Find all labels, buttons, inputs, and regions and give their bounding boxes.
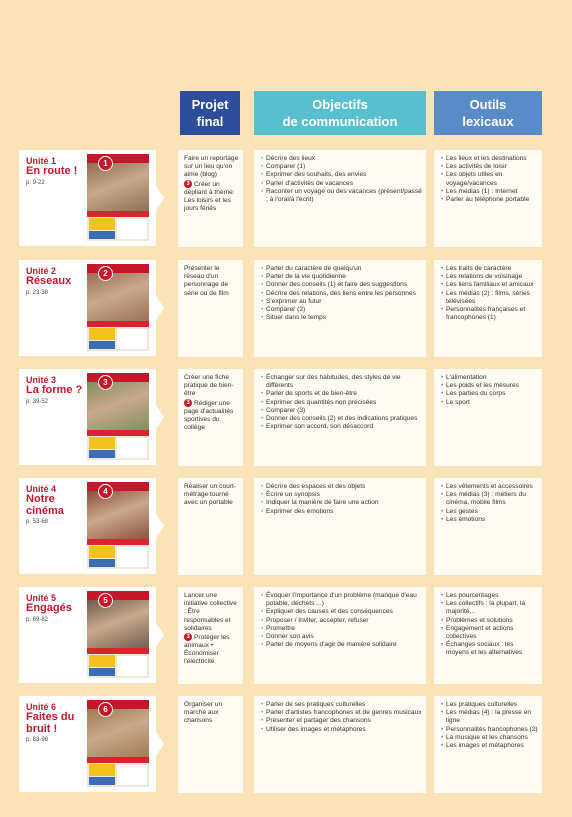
objectifs-cell [254,478,426,575]
objectifs-cell [254,369,426,466]
projet-text: Organiser un marché aux chansons [184,701,223,725]
option-flag-icon: 3 [184,633,192,641]
outil-item: • Les parties du corps [441,390,538,398]
projet-final-cell [178,369,243,466]
unit-pages: p. 39-52 [26,398,49,405]
outil-item: • Le sport [441,399,538,407]
projet-extra [184,633,240,667]
unit-number: Unité 6 [26,702,57,712]
objectif-item: • Présenter et partager des chansons [261,717,422,725]
cover-box-yellow [89,218,115,230]
unit-pages: p. 23-38 [26,289,49,296]
objectif-item: • Situer dans le temps [261,314,422,322]
objectif-item: • Utiliser des images et métaphores [261,726,422,734]
objectifs-list [261,155,422,204]
cover-top-bar [87,154,149,163]
projet-final-cell [178,260,243,357]
objectifs-list [261,374,422,431]
objectif-item: • Comparer (1) [261,163,422,171]
cover-box-blue [89,777,115,785]
outil-item: • Les objets utiles en voyage/vacances [441,171,538,187]
outil-item: • La musique et les chansons [441,734,538,742]
unit-card[interactable] [19,150,156,246]
cover-box-white [117,329,147,349]
outil-item: • Les émotions [441,516,538,524]
unit-title: Réseaux [26,275,72,287]
cover-box-yellow [89,328,115,340]
projet-text: Lancer une initiative collective : Être responsables et solidaires [184,592,237,632]
outil-item: • Les poids et les mesures [441,382,538,390]
outil-item: • Les médias (3) : métiers du cinéma, mobile films [441,491,538,507]
outil-item: • Problèmes et solutions [441,617,538,625]
unit-label [26,375,86,405]
outils-list [441,483,538,524]
cover-box-white [117,219,147,239]
outils-list [441,592,538,658]
objectif-item: • Proposer / Inviter, accepter, refuser [261,617,422,625]
unit-title: La forme ? [26,384,83,396]
unit-label [26,593,86,623]
projet-final-cell [178,150,243,247]
objectif-item: • Exprimer des émotions [261,508,422,516]
cover-box-white [117,547,147,567]
outil-item: • Les images et métaphores [441,742,538,750]
cover-box-yellow [89,437,115,449]
cover-box-blue [89,559,115,567]
cover-box-blue [89,341,115,349]
outil-item: • Les traits de caractère [441,265,538,273]
objectifs-cell [254,587,426,684]
unit-card[interactable] [19,260,156,356]
outils-cell [434,478,542,575]
outils-cell [434,696,542,793]
objectifs-list [261,483,422,516]
outil-item: • Échanges sociaux : les moyens et les alternatives [441,641,538,657]
cover-top-bar [87,264,149,273]
objectif-item: • Échanger sur des habitudes, des styles de vie différents [261,374,422,390]
header-outils-lexicaux: Outils lexicaux [434,91,542,135]
unit-number: Unité 1 [26,156,57,166]
cover-box-blue [89,231,115,239]
unit-cover-thumbnail [87,700,149,787]
objectif-item: • Donner son avis [261,633,422,641]
outil-item: • Les médias (4) : la presse en ligne [441,709,538,725]
projet-text: Créer une fiche pratique de bien-être [184,374,234,398]
cover-photo [87,600,149,650]
unit-title: En route ! [26,165,78,177]
objectif-item: • Exprimer des quantités non précisées [261,399,422,407]
cover-box-yellow [89,655,115,667]
unit-cover-thumbnail [87,591,149,678]
unit-number-badge: 1 [98,156,113,171]
outils-list [441,265,538,322]
outil-item: • Engagement et actions collectives [441,625,538,641]
objectifs-cell [254,696,426,793]
projet-final-cell [178,587,243,684]
objectif-item: • Expliquer des causes et des conséquences [261,608,422,616]
projet-extra-text: Rédiger une page d'actualités sportives du collège [184,399,234,431]
cover-box-blue [89,450,115,458]
cover-box-white [117,656,147,676]
unit-pages: p. 69-82 [26,616,49,623]
objectifs-list [261,701,422,734]
objectif-item: • Écrire un synopsis [261,491,422,499]
unit-label [26,156,86,186]
outils-cell [434,369,542,466]
objectif-item: • Décrire des espaces et des objets [261,483,422,491]
outils-cell [434,587,542,684]
outils-list [441,374,538,407]
unit-number-badge: 5 [98,593,113,608]
cover-photo [87,382,149,432]
objectif-item: • Exprimer son accord, son désaccord [261,423,422,431]
projet-extra-text: Créer un dépliant à thème: Les loisirs et les jours fériés [184,180,235,212]
unit-title: Engagés [26,602,72,614]
outil-item: • Les relations de voisinage [441,273,538,281]
cover-box-yellow [89,764,115,776]
projet-final-cell [178,478,243,575]
outil-item: • Les pratiques culturelles [441,701,538,709]
outils-cell [434,260,542,357]
unit-pages: p. 83-98 [26,737,49,743]
cover-photo [87,163,149,213]
outil-item: • Personnalités francophones (2) [441,726,538,734]
projet-text: Présenter le réseau d'un personnage de série ou de film [184,265,229,297]
unit-card[interactable] [19,478,156,574]
outils-list [441,155,538,204]
cover-top-bar [87,700,149,709]
objectif-item: • Parler de moyens d'agir de manière solidaire [261,641,422,649]
objectif-item: • Décrire des lieux [261,155,422,163]
unit-card[interactable] [19,369,156,465]
objectif-item: • Parler de ses pratiques culturelles [261,701,422,709]
objectifs-list [261,592,422,649]
projet-text: Faire un reportage sur un lieu qu'on aime (blog) [184,155,239,179]
objectif-item: • Promettre [261,625,422,633]
cover-top-bar [87,591,149,600]
unit-pages: p. 53-68 [26,519,49,525]
objectif-item: • Indiquer la manière de faire une action [261,499,422,507]
cover-box-yellow [89,546,115,558]
projet-final-cell [178,696,243,793]
cover-box-blue [89,668,115,676]
projet-text: Réaliser un court-métrage tourné avec un portable [184,483,237,507]
outil-item: • Les activités de loisir [441,163,538,171]
objectif-item: • Évoquer l'importance d'un problème (manque d'eau potable, déchets ...) [261,592,422,608]
objectif-item: • Parler de sports et de bien-être [261,390,422,398]
objectifs-cell [254,150,426,247]
outil-item: • Les vêtements et accessoires [441,483,538,491]
unit-card[interactable] [19,696,156,792]
unit-label [26,484,86,525]
objectif-item: • Donner des conseils (1) et faire des suggestions [261,281,422,289]
objectif-item: • Parler d'activités de vacances [261,180,422,188]
header-objectifs: Objectifs de communication [254,91,426,135]
objectif-item: • Comparer (3) [261,407,422,415]
objectifs-cell [254,260,426,357]
unit-number: Unité 2 [26,266,57,276]
cover-top-bar [87,373,149,382]
cover-photo [87,273,149,323]
outil-item: • Les lieux et les destinations [441,155,538,163]
cover-top-bar [87,482,149,491]
unit-number-badge: 6 [98,702,113,717]
outils-list [441,701,538,750]
objectif-item: • S'exprimer au futur [261,298,422,306]
unit-card[interactable] [19,587,156,683]
cover-box-white [117,765,147,785]
objectif-item: • Exprimer des souhaits, des envies [261,171,422,179]
unit-number-badge: 2 [98,266,113,281]
projet-extra-text: Protéger les animaux • Économiser l'électricité [184,633,230,666]
unit-title: Faites du bruit ! [26,711,75,735]
unit-cover-thumbnail [87,264,149,351]
outil-item: • L'alimentation [441,374,538,382]
option-flag-icon: 3 [184,180,192,188]
unit-number: Unité 4 [26,484,57,494]
objectif-item: • Décrire des relations, des liens entre les personnes [261,290,422,298]
objectif-item: • Parler d'artistes francophones et de genres musicaux [261,709,422,717]
outil-item: • Les gestes [441,508,538,516]
unit-number: Unité 3 [26,375,57,385]
outil-item: • Personnalités françaises et francophones (1) [441,306,538,322]
objectifs-list [261,265,422,322]
unit-label [26,702,86,743]
unit-cover-thumbnail [87,154,149,241]
outils-cell [434,150,542,247]
outil-item: • Les collectifs : la plupart, la majorité... [441,600,538,616]
outil-item: • Les médias (2) : films, séries télévisées [441,290,538,306]
unit-number: Unité 5 [26,593,57,603]
unit-cover-thumbnail [87,482,149,569]
unit-pages: p. 9-22 [26,179,45,186]
cover-photo [87,491,149,541]
unit-cover-thumbnail [87,373,149,460]
cover-photo [87,709,149,759]
outil-item: • Les liens familiaux et amicaux [441,281,538,289]
option-flag-icon: 3 [184,399,192,407]
projet-extra [184,180,240,214]
unit-number-badge: 4 [98,484,113,499]
objectif-item: • Raconter un voyage ou des vacances (présent/passé ; à l'oral/à l'écrit) [261,188,422,204]
outil-item: • Parler au téléphone portable [441,196,538,204]
header-projet-final: Projet final [180,91,240,135]
unit-number-badge: 3 [98,375,113,390]
objectif-item: • Parler du caractère de quelqu'un [261,265,422,273]
cover-box-white [117,438,147,458]
objectif-item: • Parler de la vie quotidienne [261,273,422,281]
outil-item: • Les médias (1) : Internet [441,188,538,196]
unit-title: Notre cinéma [26,493,64,517]
outil-item: • Les pourcentages [441,592,538,600]
projet-extra [184,399,240,433]
objectif-item: • Comparer (2) [261,306,422,314]
unit-label [26,266,86,296]
objectif-item: • Donner des conseils (2) et des indications pratiques [261,415,422,423]
